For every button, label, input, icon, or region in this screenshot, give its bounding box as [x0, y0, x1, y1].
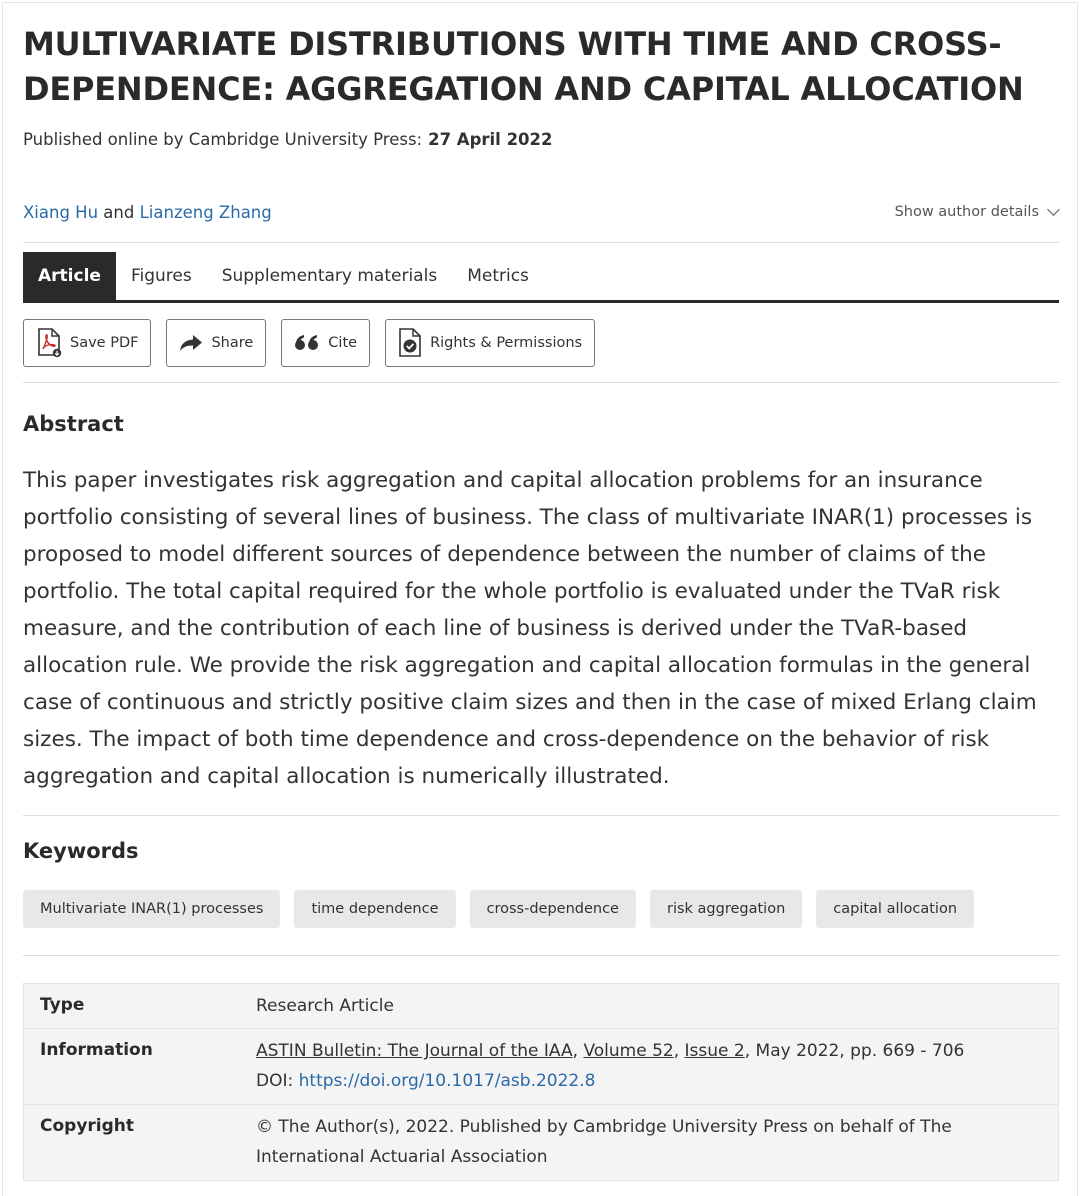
author-link-xiang-hu[interactable]: Xiang Hu — [23, 203, 99, 222]
rights-permissions-label: Rights & Permissions — [430, 335, 583, 351]
share-button[interactable] — [166, 319, 266, 367]
divider — [23, 815, 1059, 816]
published-line — [23, 130, 553, 149]
copyright-line: International Actuarial Association — [256, 1147, 548, 1167]
chevron-down-icon — [1047, 203, 1060, 216]
doi-link[interactable]: https://doi.org/10.1017/asb.2022.8 — [298, 1071, 596, 1091]
info-row-type — [24, 984, 1058, 1029]
save-pdf-button[interactable] — [23, 319, 151, 367]
rights-permissions-button[interactable] — [385, 319, 595, 367]
keyword-list — [23, 890, 988, 928]
abstract-heading: Abstract — [23, 412, 124, 436]
copyright-value — [256, 1112, 1016, 1172]
issue-link[interactable]: Issue 2 — [684, 1041, 745, 1061]
pdf-icon — [36, 328, 62, 358]
type-label: Type — [40, 995, 85, 1015]
tab-figures[interactable]: Figures — [130, 266, 192, 286]
published-date: 27 April 2022 — [428, 130, 553, 149]
keyword-chip[interactable]: Multivariate INAR(1) processes — [23, 890, 280, 928]
save-pdf-label: Save PDF — [70, 335, 139, 351]
tab-metrics[interactable]: Metrics — [467, 266, 529, 286]
volume-link[interactable]: Volume 52 — [583, 1041, 674, 1061]
author-list — [23, 203, 272, 222]
share-arrow-icon — [179, 334, 203, 352]
keyword-chip[interactable]: time dependence — [294, 890, 455, 928]
article-tabs — [23, 252, 1059, 303]
info-row-information — [24, 1029, 1058, 1105]
tab-article[interactable]: Article — [23, 252, 116, 300]
published-prefix: Published online by Cambridge University Press: — [23, 130, 423, 149]
show-author-details-label: Show author details — [894, 204, 1039, 220]
date-pages: , May 2022, pp. 669 - 706 — [744, 1041, 965, 1061]
keyword-chip[interactable]: cross-dependence — [470, 890, 636, 928]
article-title: MULTIVARIATE DISTRIBUTIONS WITH TIME AND CROSS-DEPENDENCE: AGGREGATION AND CAPITAL ALLOCATION — [23, 25, 1024, 108]
quote-icon — [294, 335, 320, 351]
document-check-icon — [398, 328, 422, 358]
show-author-details-button[interactable] — [895, 204, 1058, 220]
doi-prefix: DOI: — [256, 1071, 294, 1091]
divider — [23, 242, 1059, 243]
information-value: ASTIN Bulletin: The Journal of the IAA, Volume 52, Issue 2, May 2022, pp. 669 - 706 DOI: https://doi.org/10.1017/asb.2022.8 — [256, 1041, 965, 1091]
article-toolbar — [23, 319, 610, 367]
divider — [23, 382, 1059, 383]
author-link-lianzeng-zhang[interactable]: Lianzeng Zhang — [139, 203, 272, 222]
author-conjunction: and — [103, 203, 135, 222]
abstract-text: This paper investigates risk aggregation and capital allocation problems for an insurance portfolio consisting of several lines of business. The class of multivariate INAR(1) processes is proposed to model different sources of dependence between the number of claims of the portfolio. The total capital required for the whole portfolio is evaluated under the TVaR risk measure, and the contribution of each line of business is derived under the TVaR-based allocation rule. We provide the risk aggregation and capital allocation formulas in the general case of continuous and strictly positive claim sizes and then in the case of mixed Erlang claim sizes. The impact of both time dependence and cross-dependence on the behavior of risk aggregation and capital allocation is numerically illustrated. — [23, 468, 1037, 789]
journal-link[interactable]: ASTIN Bulletin: The Journal of the IAA — [256, 1041, 573, 1061]
keyword-chip[interactable]: risk aggregation — [650, 890, 802, 928]
share-label: Share — [211, 335, 254, 351]
cite-label: Cite — [328, 335, 358, 351]
type-value: Research Article — [256, 996, 394, 1016]
information-label: Information — [40, 1040, 153, 1060]
divider — [23, 955, 1059, 956]
cite-button[interactable] — [281, 319, 370, 367]
keyword-chip[interactable]: capital allocation — [816, 890, 974, 928]
copyright-line: © The Author(s), 2022. Published by Cambridge University Press on behalf of The — [256, 1117, 952, 1137]
info-row-copyright — [24, 1105, 1058, 1181]
copyright-label: Copyright — [40, 1116, 135, 1136]
tab-supplementary-materials[interactable]: Supplementary materials — [221, 266, 438, 286]
keywords-heading: Keywords — [23, 839, 139, 863]
article-info-table — [23, 983, 1059, 1181]
